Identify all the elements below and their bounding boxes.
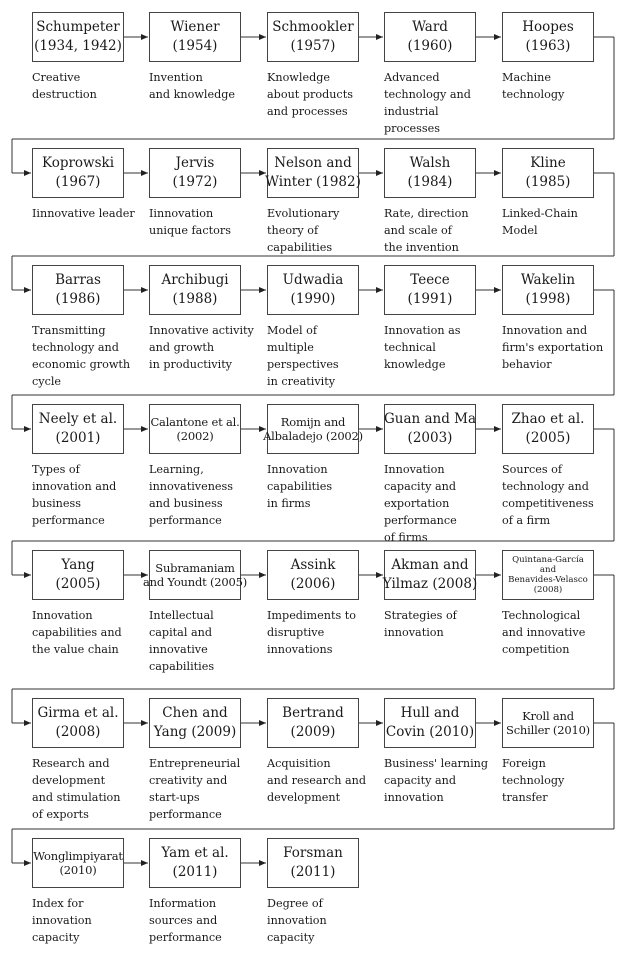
author-name: Assink xyxy=(290,557,336,573)
author-box xyxy=(267,838,359,888)
author-year: and Youndt (2005) xyxy=(142,575,248,589)
contribution-description: Iinnovative leader xyxy=(32,207,135,220)
author-box xyxy=(149,838,241,888)
contribution-description: Entrepreneurial creativity and start-ups performance xyxy=(149,757,241,821)
contribution-description: Linked-Chain Model xyxy=(502,207,578,237)
author-name: Romijn and xyxy=(280,415,346,429)
contribution-description: Advanced technology and industrial processes xyxy=(384,71,471,135)
author-name: Subramaniam xyxy=(155,561,235,575)
contribution-description: Innovative activity and growth in productivity xyxy=(149,324,254,371)
author-name: Barras xyxy=(55,272,101,288)
contribution-description: Knowledge about products and processes xyxy=(267,71,353,118)
author-year: (2011) xyxy=(172,864,218,880)
author-box xyxy=(142,550,248,600)
contribution-description: Acquisition and research and development xyxy=(267,757,367,804)
author-name: Zhao et al. xyxy=(511,411,585,427)
author-name: Teece xyxy=(410,272,450,288)
contribution-description: Sources of technology and competitiveness of a firm xyxy=(502,463,594,527)
author-box xyxy=(267,698,359,748)
author-year: Winter (1982) xyxy=(265,174,361,190)
contribution-description: Innovation capabilities in firms xyxy=(267,463,333,510)
contribution-description: Innovation as technical knowledge xyxy=(384,324,461,371)
author-box xyxy=(267,148,359,198)
author-name: Kroll and xyxy=(522,709,574,723)
author-name: Wiener xyxy=(170,19,220,35)
author-box xyxy=(384,550,476,600)
author-year: (1960) xyxy=(407,38,453,54)
author-name: Girma et al. xyxy=(37,705,119,721)
author-year: (1998) xyxy=(525,291,571,307)
contribution-description: Strategies of innovation xyxy=(384,609,457,639)
author-name: Wonglimpiyarat xyxy=(33,849,123,863)
author-year: (2008) xyxy=(55,724,101,740)
author-name: Forsman xyxy=(283,845,343,861)
author-name: Koprowski xyxy=(41,155,115,171)
contribution-description: Degree of innovation capacity xyxy=(267,897,327,944)
author-name: Schumpeter xyxy=(36,19,120,35)
author-box xyxy=(149,698,241,748)
author-box xyxy=(502,550,594,600)
author-box xyxy=(384,12,476,62)
author-year: (1954) xyxy=(172,38,218,54)
author-year: (1957) xyxy=(290,38,336,54)
author-name: Ward xyxy=(412,19,448,35)
contribution-description: Transmitting technology and economic growth cycle xyxy=(32,324,131,388)
contribution-description: Foreign technology transfer xyxy=(502,757,565,804)
author-year: Schiller (2010) xyxy=(506,723,590,737)
author-year: (2008) xyxy=(533,585,563,595)
author-year: (2001) xyxy=(55,430,101,446)
author-year: Covin (2010) xyxy=(385,724,475,740)
author-name: Akman and xyxy=(391,557,469,573)
author-year: (1984) xyxy=(407,174,453,190)
author-year: (1967) xyxy=(55,174,101,190)
author-name: Schmookler xyxy=(272,19,354,35)
author-year: (2006) xyxy=(290,576,336,592)
contribution-description: Business' learning capacity and innovation xyxy=(384,757,489,804)
author-name: Calantone et al. xyxy=(150,415,240,429)
author-name: Nelson and xyxy=(274,155,352,171)
author-name: Yam et al. xyxy=(161,845,229,861)
contribution-description: Evolutionary theory of capabilities xyxy=(267,207,340,254)
author-name: Bertrand xyxy=(282,705,344,721)
author-box xyxy=(267,550,359,600)
author-box xyxy=(502,148,594,198)
author-box xyxy=(32,838,124,888)
author-year: (2002) xyxy=(176,429,214,443)
author-year: (1986) xyxy=(55,291,101,307)
author-box xyxy=(32,550,124,600)
author-year: (1991) xyxy=(407,291,453,307)
author-year: (1988) xyxy=(172,291,218,307)
author-year: (1934, 1942) xyxy=(34,38,122,54)
author-year: (1990) xyxy=(290,291,336,307)
author-box xyxy=(384,148,476,198)
contribution-description: Innovation capacity and exportation performance of firms xyxy=(384,463,457,544)
author-year: Yang (2009) xyxy=(153,724,237,740)
author-name: Kline xyxy=(530,155,566,171)
author-box xyxy=(384,404,476,454)
author-box xyxy=(502,404,594,454)
author-box xyxy=(32,148,124,198)
author-name: Quintana-García and Benavides-Velasco xyxy=(508,555,588,585)
contribution-description: Iinnovation unique factors xyxy=(149,207,231,237)
contribution-description: Innovation and firm's exportation behavior xyxy=(502,324,604,371)
author-box xyxy=(32,12,124,62)
author-box xyxy=(149,148,241,198)
author-box xyxy=(32,265,124,315)
author-year: (1985) xyxy=(525,174,571,190)
author-name: Jervis xyxy=(175,155,215,171)
contribution-description: Creative destruction xyxy=(32,71,97,101)
contribution-description: Index for innovation capacity xyxy=(32,897,92,944)
author-box xyxy=(384,698,476,748)
author-year: (2005) xyxy=(525,430,571,446)
author-name: Hoopes xyxy=(522,19,574,35)
author-year: (2005) xyxy=(55,576,101,592)
author-year: Yilmaz (2008) xyxy=(382,576,478,592)
author-name: Yang xyxy=(61,557,95,573)
author-box xyxy=(149,404,241,454)
contribution-description: Impediments to disruptive innovations xyxy=(267,609,357,656)
author-year: (2003) xyxy=(407,430,453,446)
author-box xyxy=(502,265,594,315)
contribution-description: Research and development and stimulation of exports xyxy=(32,757,121,821)
author-name: Archibugi xyxy=(161,272,229,288)
author-name: Guan and Ma xyxy=(383,411,477,427)
author-box xyxy=(267,265,359,315)
contribution-description: Learning, innovativeness and business performance xyxy=(149,463,234,527)
contribution-description: Technological and innovative competition xyxy=(502,609,586,656)
author-box xyxy=(32,698,124,748)
contribution-description: Innovation capabilities and the value chain xyxy=(32,609,122,656)
author-year: (1972) xyxy=(172,174,218,190)
author-year: (1963) xyxy=(525,38,571,54)
contribution-description: Machine technology xyxy=(502,71,565,101)
author-box xyxy=(502,12,594,62)
author-box xyxy=(32,404,124,454)
contribution-description: Model of multiple perspectives in creativity xyxy=(267,324,339,388)
author-year: (2011) xyxy=(290,864,336,880)
author-name: Udwadia xyxy=(282,272,344,288)
contribution-description: Invention and knowledge xyxy=(149,71,236,101)
author-name: Hull and xyxy=(400,705,460,721)
author-name: Wakelin xyxy=(520,272,576,288)
author-name: Neely et al. xyxy=(38,411,118,427)
author-box xyxy=(502,698,594,748)
author-box xyxy=(267,12,359,62)
author-box xyxy=(384,265,476,315)
author-year: (2010) xyxy=(59,863,97,877)
author-box xyxy=(149,12,241,62)
contribution-description: Information sources and performance xyxy=(149,897,222,944)
contribution-description: Intellectual capital and innovative capabilities xyxy=(149,609,215,673)
author-year: (2009) xyxy=(290,724,336,740)
author-box xyxy=(263,404,363,454)
contribution-description: Types of innovation and business performance xyxy=(32,463,117,527)
author-name: Walsh xyxy=(409,155,451,171)
author-year: Albaladejo (2002) xyxy=(263,429,363,443)
contribution-description: Rate, direction and scale of the invention xyxy=(384,207,469,254)
author-box xyxy=(149,265,241,315)
author-name: Chen and xyxy=(162,705,228,721)
